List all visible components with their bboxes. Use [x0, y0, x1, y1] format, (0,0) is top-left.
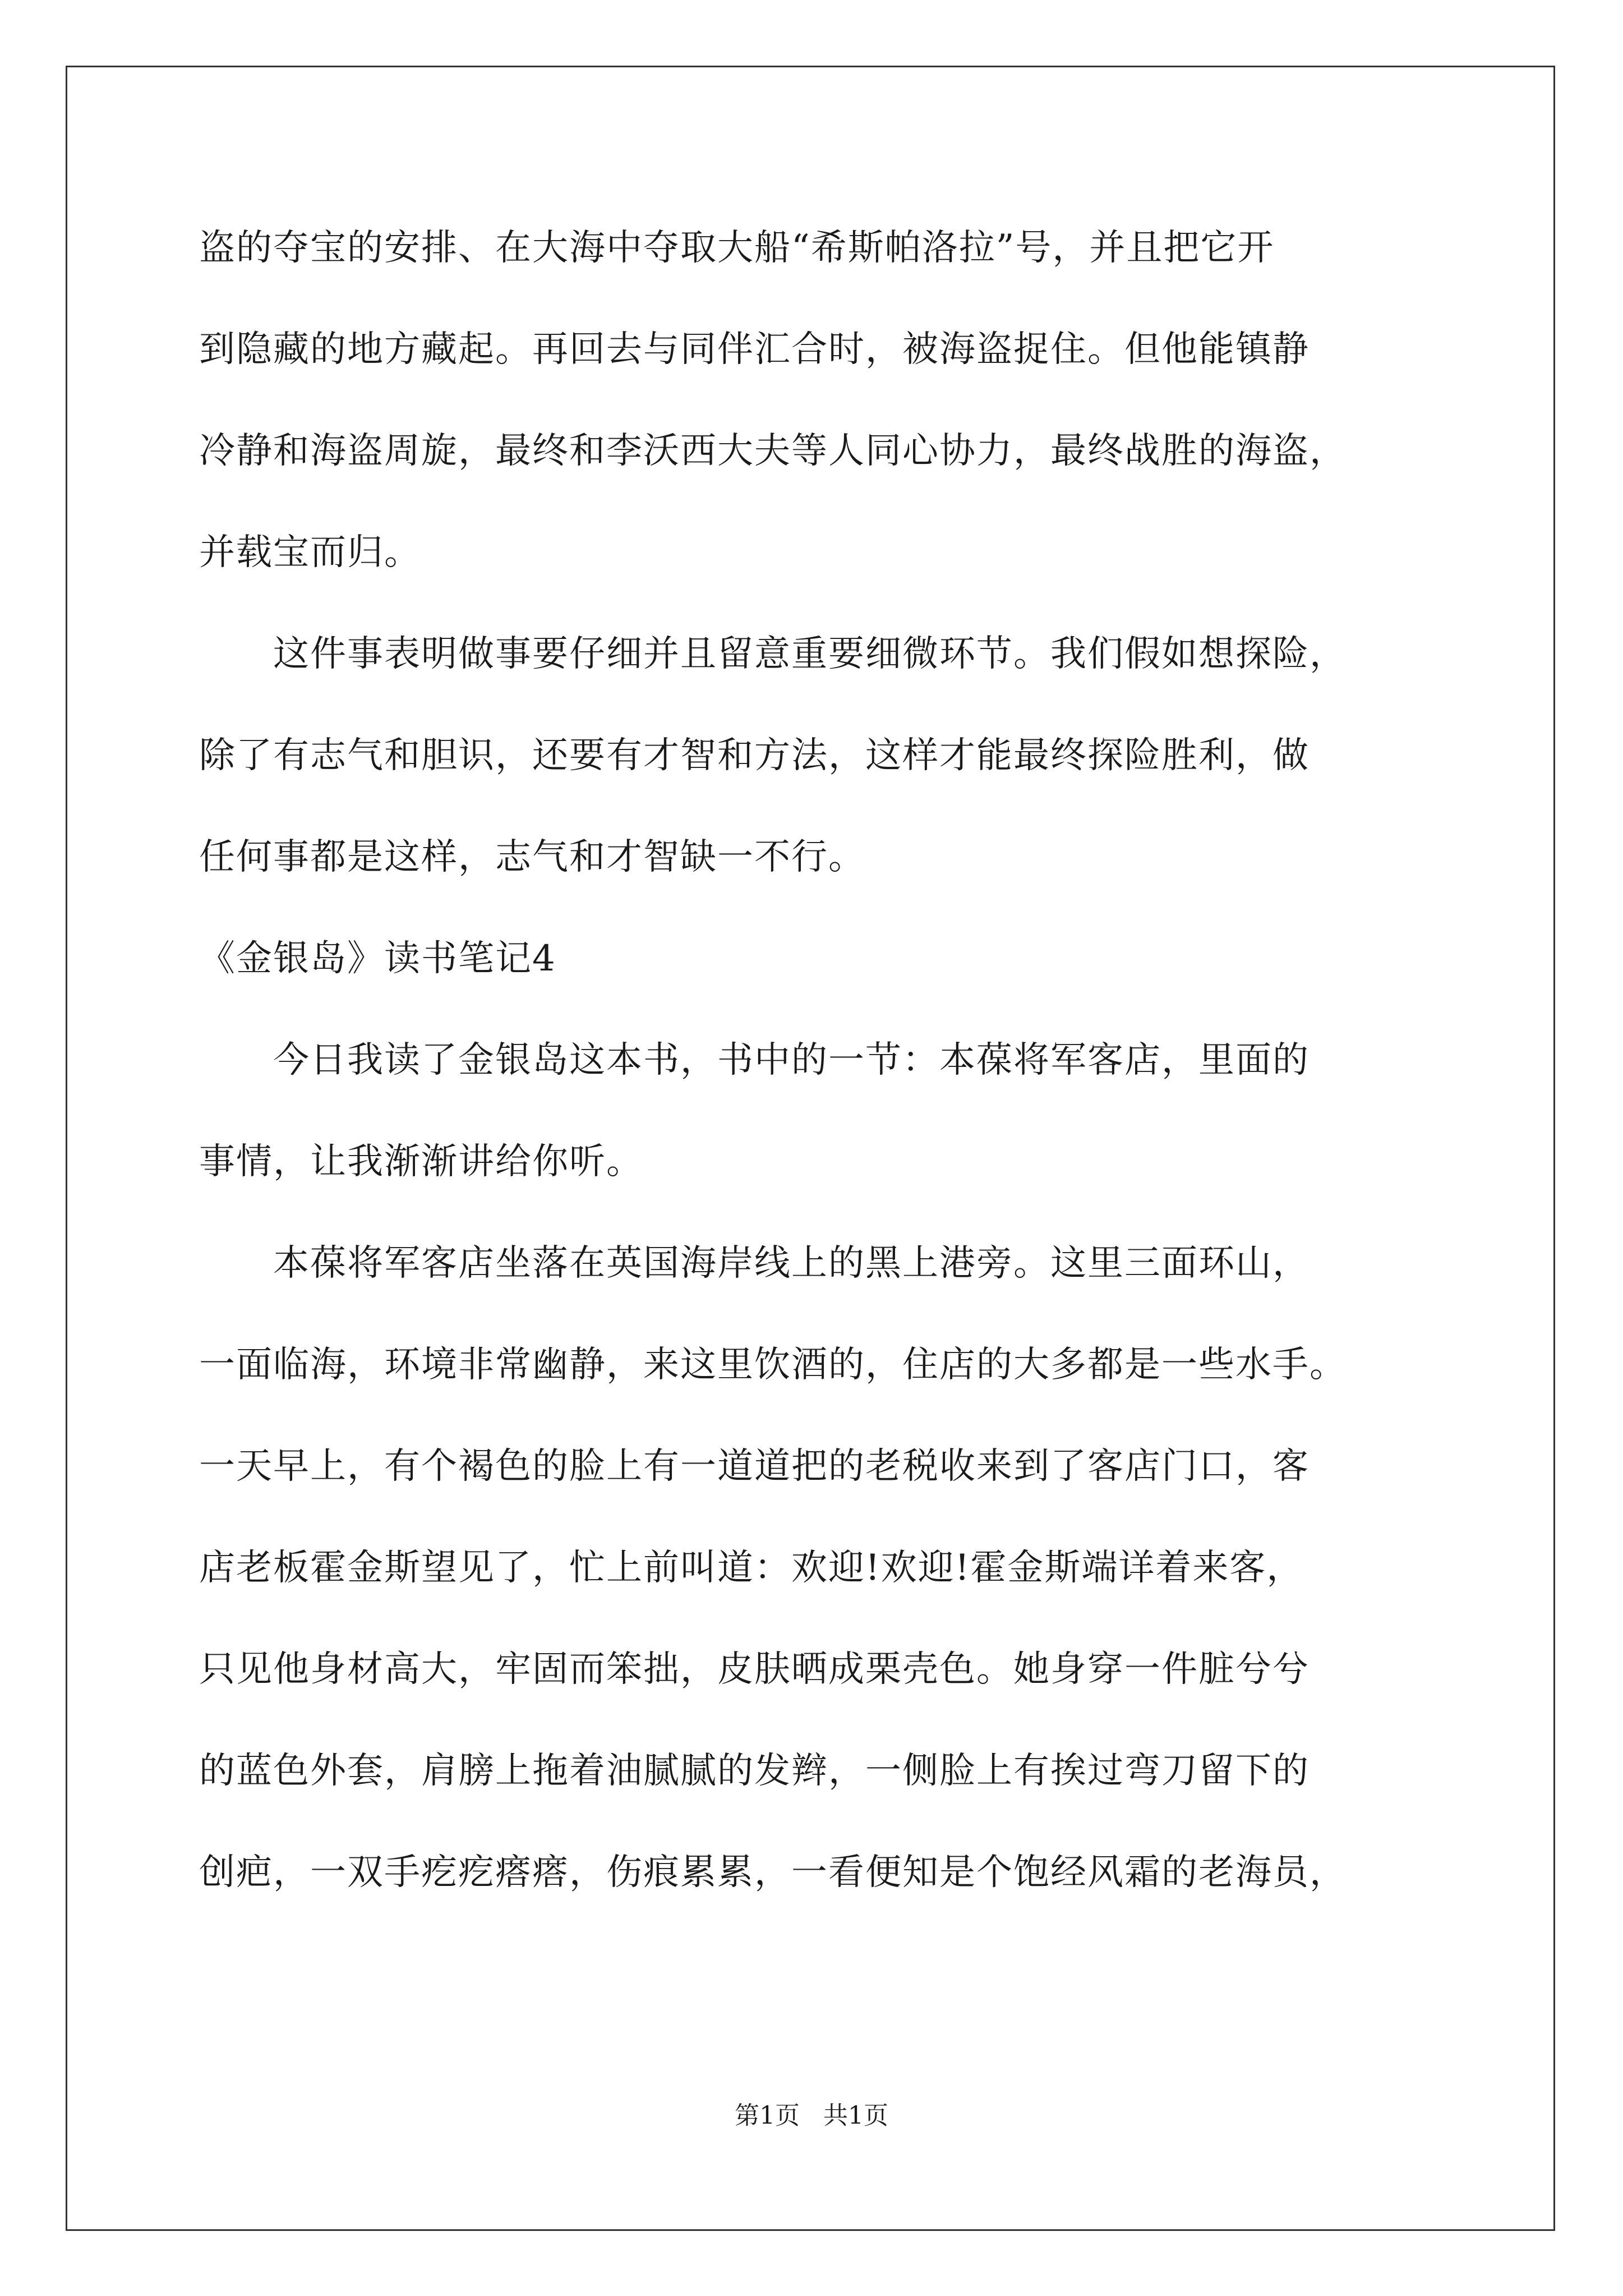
section-heading: 《金银岛》读书笔记4 [199, 938, 556, 979]
body-line: 事情，让我渐渐讲给你听。 [199, 1141, 643, 1182]
body-line: 的蓝色外套，肩膀上拖着油腻腻的发辫，一侧脸上有挨过弯刀留下的 [199, 1750, 1310, 1792]
body-line: 只见他身材高大，牢固而笨拙，皮肤晒成栗壳色。她身穿一件脏兮兮 [199, 1649, 1310, 1690]
body-line: 并载宝而归。 [199, 532, 421, 573]
body-line: 除了有志气和胆识，还要有才智和方法，这样才能最终探险胜利，做 [199, 735, 1310, 776]
body-line: 今日我读了金银岛这本书，书中的一节：本葆将军客店，里面的 [199, 1039, 1310, 1081]
body-line: 一天早上，有个褐色的脸上有一道道把的老税收来到了客店门口，客 [199, 1446, 1310, 1487]
body-line: 一面临海，环境非常幽静，来这里饮酒的，住店的大多都是一些水手。 [199, 1344, 1347, 1386]
body-line: 创疤，一双手疙疙瘩瘩，伤痕累累，一看便知是个饱经风霜的老海员， [199, 1852, 1347, 1893]
body-line: 盗的夺宝的安排、在大海中夺取大船“希斯帕洛拉”号，并且把它开 [199, 227, 1275, 269]
body-line: 本葆将军客店坐落在英国海岸线上的黑上港旁。这里三面环山， [199, 1243, 1310, 1284]
body-line: 冷静和海盗周旋，最终和李沃西大夫等人同心协力，最终战胜的海盗， [199, 430, 1347, 472]
body-line: 任何事都是这样，志气和才智缺一不行。 [199, 836, 865, 878]
page-footer: 第1页 共1页 [735, 2101, 888, 2130]
body-line: 这件事表明做事要仔细并且留意重要细微环节。我们假如想探险， [199, 633, 1347, 675]
body-line: 店老板霍金斯望见了，忙上前叫道：欢迎!欢迎!霍金斯端详着来客， [199, 1547, 1304, 1589]
body-line: 到隐藏的地方藏起。再回去与同伴汇合时，被海盗捉住。但他能镇静 [199, 329, 1310, 370]
